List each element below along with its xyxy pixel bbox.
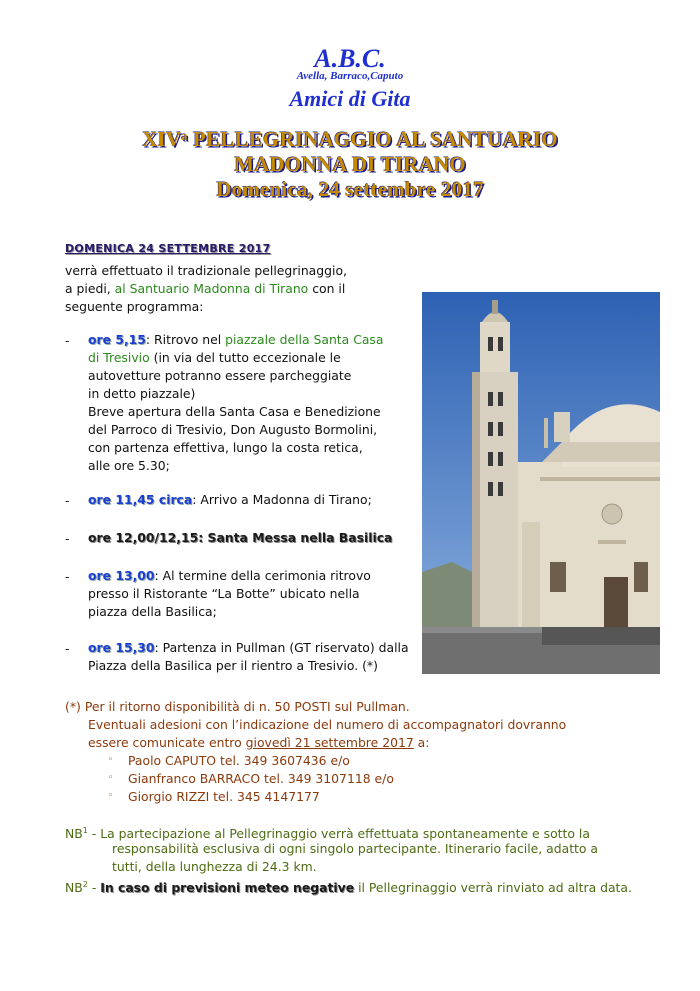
club-name: Amici di Gita: [289, 86, 411, 111]
time-label: ore 13,00: [88, 568, 155, 583]
time-label: ore 15,30: [88, 640, 155, 655]
list-dash: -: [65, 641, 70, 656]
note-line2: Eventuali adesioni con l’indicazione del numero di accompagnatori dovranno: [88, 717, 567, 732]
list-dash: -: [65, 493, 70, 508]
list-dash: -: [65, 531, 70, 546]
note-line1: (*) Per il ritorno disponibilità di n. 50 POSTI sul Pullman.: [65, 699, 410, 714]
bullet: ◦: [108, 791, 114, 801]
contact-item: Paolo CAPUTO tel. 349 3607436 e/o: [128, 753, 350, 768]
contact-item: Giorgio RIZZI tel. 345 4147177: [128, 789, 320, 804]
basilica-photo: [422, 292, 660, 674]
program-item-2: ore 11,45 circa: Arrivo a Madonna di Tirano;: [88, 492, 372, 507]
program-item-3: [88, 529, 392, 547]
program-item-5: ore 15,30: Partenza in Pullman (GT riservato) dalla: [88, 640, 409, 655]
bullet: ◦: [108, 773, 114, 783]
event-title-line2: MADONNA DI TIRANO: [234, 152, 466, 176]
program-item-1-line3: autovetture potranno essere parcheggiate: [88, 368, 352, 383]
footnote-1-line2: responsabilità esclusiva di ogni singolo partecipante. Itinerario facile, adatto a: [112, 841, 599, 856]
org-name: A.B.C.: [314, 44, 386, 73]
event-title-line1: XIVᵃ PELLEGRINAGGIO AL SANTUARIO: [142, 127, 558, 151]
program-item-4-line3: piazza della Basilica;: [88, 604, 217, 619]
program-item-1-line5: Breve apertura della Santa Casa e Benedizione: [88, 404, 381, 419]
mass-label: ore 12,00/12,15: Santa Messa nella Basilica: [88, 530, 393, 545]
program-item-1-line2: di Tresivio (in via del tutto eccezionale le: [88, 350, 341, 365]
intro-line3: seguente programma:: [65, 299, 204, 314]
program-item-5-line2: Piazza della Basilica per il rientro a Tresivio. (*): [88, 658, 378, 673]
intro-line2: a piedi, al Santuario Madonna di Tirano con il: [65, 281, 346, 296]
note-line3: essere comunicate entro giovedì 21 settembre 2017 a:: [88, 735, 430, 750]
date-heading: DOMENICA 24 SETTEMBRE 2017: [65, 242, 271, 255]
list-dash: -: [65, 569, 70, 584]
time-label: ore 5,15: [88, 332, 146, 347]
note-marker: (*): [65, 699, 81, 714]
footnote-2: $NB^2$ - In caso di previsioni meteo negative il Pellegrinaggio verrà rinviato ad altra data.: [65, 880, 632, 896]
list-dash: -: [65, 333, 70, 348]
weather-warning: In caso di previsioni meteo negative: [100, 880, 355, 896]
program-item-4: ore 13,00: Al termine della cerimonia ritrovo: [88, 568, 371, 583]
program-item-1-line6: del Parroco di Tresivio, Don Augusto Bormolini,: [88, 422, 378, 437]
program-item-1: ore 5,15: Ritrovo nel piazzale della Santa Casa: [88, 332, 384, 347]
bullet: ◦: [108, 755, 114, 765]
program-item-1-line7: con partenza effettiva, lungo la costa retica,: [88, 440, 363, 455]
program-item-1-line8: alle ore 5.30;: [88, 458, 170, 473]
program-item-4-line2: presso il Ristorante “La Botte” ubicato nella: [88, 586, 360, 601]
intro-line1: verrà effettuato il tradizionale pellegrinaggio,: [65, 263, 347, 278]
time-label: ore 11,45 circa: [88, 492, 193, 507]
org-members: Avella, Barraco,Caputo: [296, 70, 404, 82]
footnote-1-line3: tutti, della lunghezza di 24.3 km.: [112, 859, 317, 874]
footnote-1: $NB^1$ - La partecipazione al Pellegrinaggio verrà effettuata spontaneamente e sotto la: [65, 826, 590, 842]
program-item-1-line4: in detto piazzale): [88, 386, 196, 401]
contact-item: Gianfranco BARRACO tel. 349 3107118 e/o: [128, 771, 394, 786]
event-date: Domenica, 24 settembre 2017: [216, 177, 484, 201]
